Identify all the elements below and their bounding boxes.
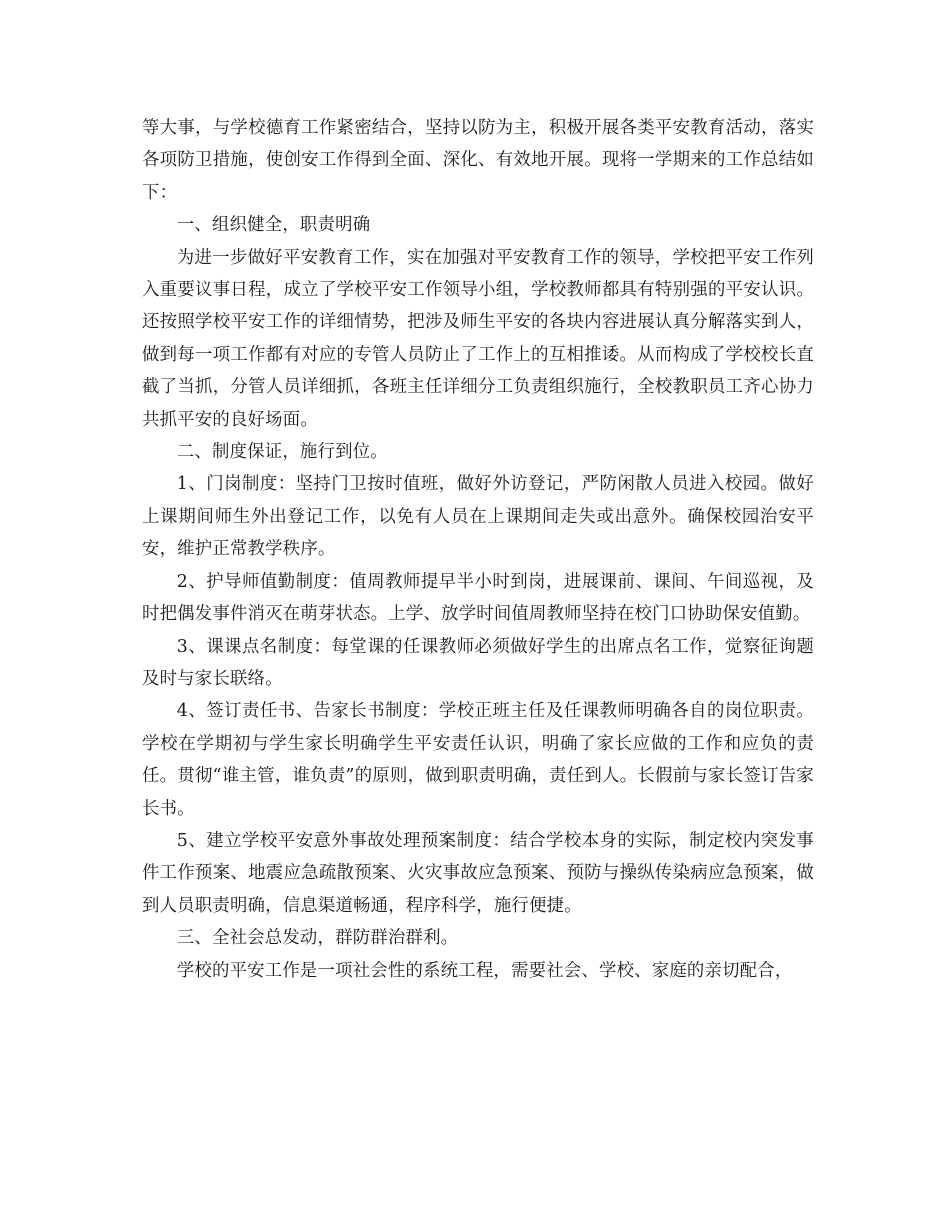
heading-society: 三、全社会总发动，群防群治群利。 (176, 928, 459, 949)
heading-organization: 一、组织健全，职责明确 (176, 215, 371, 236)
paragraph-responsibility-system: 4、签订责任书、告家长书制度：学校正班主任及任课教师明确各自的岗位职责。学校在学期初与学生家长明确学生平安责任认识，明确了家长应做的工作和应负的责任。贯彻“谁主管，谁负责”的原则，做到职责明确，责任到人。长假前与家长签订告家长书。 (142, 701, 814, 819)
paragraph-emergency-plan: 5、建立学校平安意外事故处理预案制度：结合学校本身的实际，制定校内突发事件工作预案、地震应急疏散预案、火灾事故应急预案、预防与操纵传染病应急预案，做到人员职责明确，信息渠道畅通，程序科学，施行便捷。 (142, 830, 814, 916)
paragraph-gate-system: 1、门岗制度：坚持门卫按时值班，做好外访登记，严防闲散人员进入校园。做好上课期间师生外出登记工作，以免有人员在上课期间走失或出意外。确保校园治安平安，维护正常教学秩序。 (142, 474, 814, 560)
heading-system: 二、制度保证，施行到位。 (176, 442, 388, 463)
paragraph-intro: 等大事，与学校德育工作紧密结合，坚持以防为主，积极开展各类平安教育活动，落实各项防卫措施，使创安工作得到全面、深化、有效地开展。现将一学期来的工作总结如下： (142, 118, 814, 203)
document-page (142, 112, 814, 1112)
paragraph-roll-call-system: 3、课课点名制度：每堂课的任课教师必须做好学生的出席点名工作，觉察征询题及时与家长联络。 (142, 636, 814, 689)
paragraph-organization: 为进一步做好平安教育工作，实在加强对平安教育工作的领导，学校把平安工作列入重要议事日程，成立了学校平安工作领导小组，学校教师都具有特别强的平安认识。还按照学校平安工作的详细情势，把涉及师生平安的各块内容进展认真分解落实到人，做到每一项工作都有对应的专管人员防止了工作上的互相推诿。从而构成了学校校长直截了当抓，分管人员详细抓，各班主任详细分工负责组织施行，全校教职员工齐心协力共抓平安的良好场面。 (142, 247, 814, 430)
paragraph-duty-system: 2、护导师值勤制度：值周教师提早半小时到岗，进展课前、课间、午间巡视，及时把偶发事件消灭在萌芽状态。上学、放学时间值周教师坚持在校门口协助保安值勤。 (142, 571, 814, 625)
paragraph-society: 学校的平安工作是一项社会性的系统工程，需要社会、学校、家庭的亲切配合， (176, 960, 793, 981)
